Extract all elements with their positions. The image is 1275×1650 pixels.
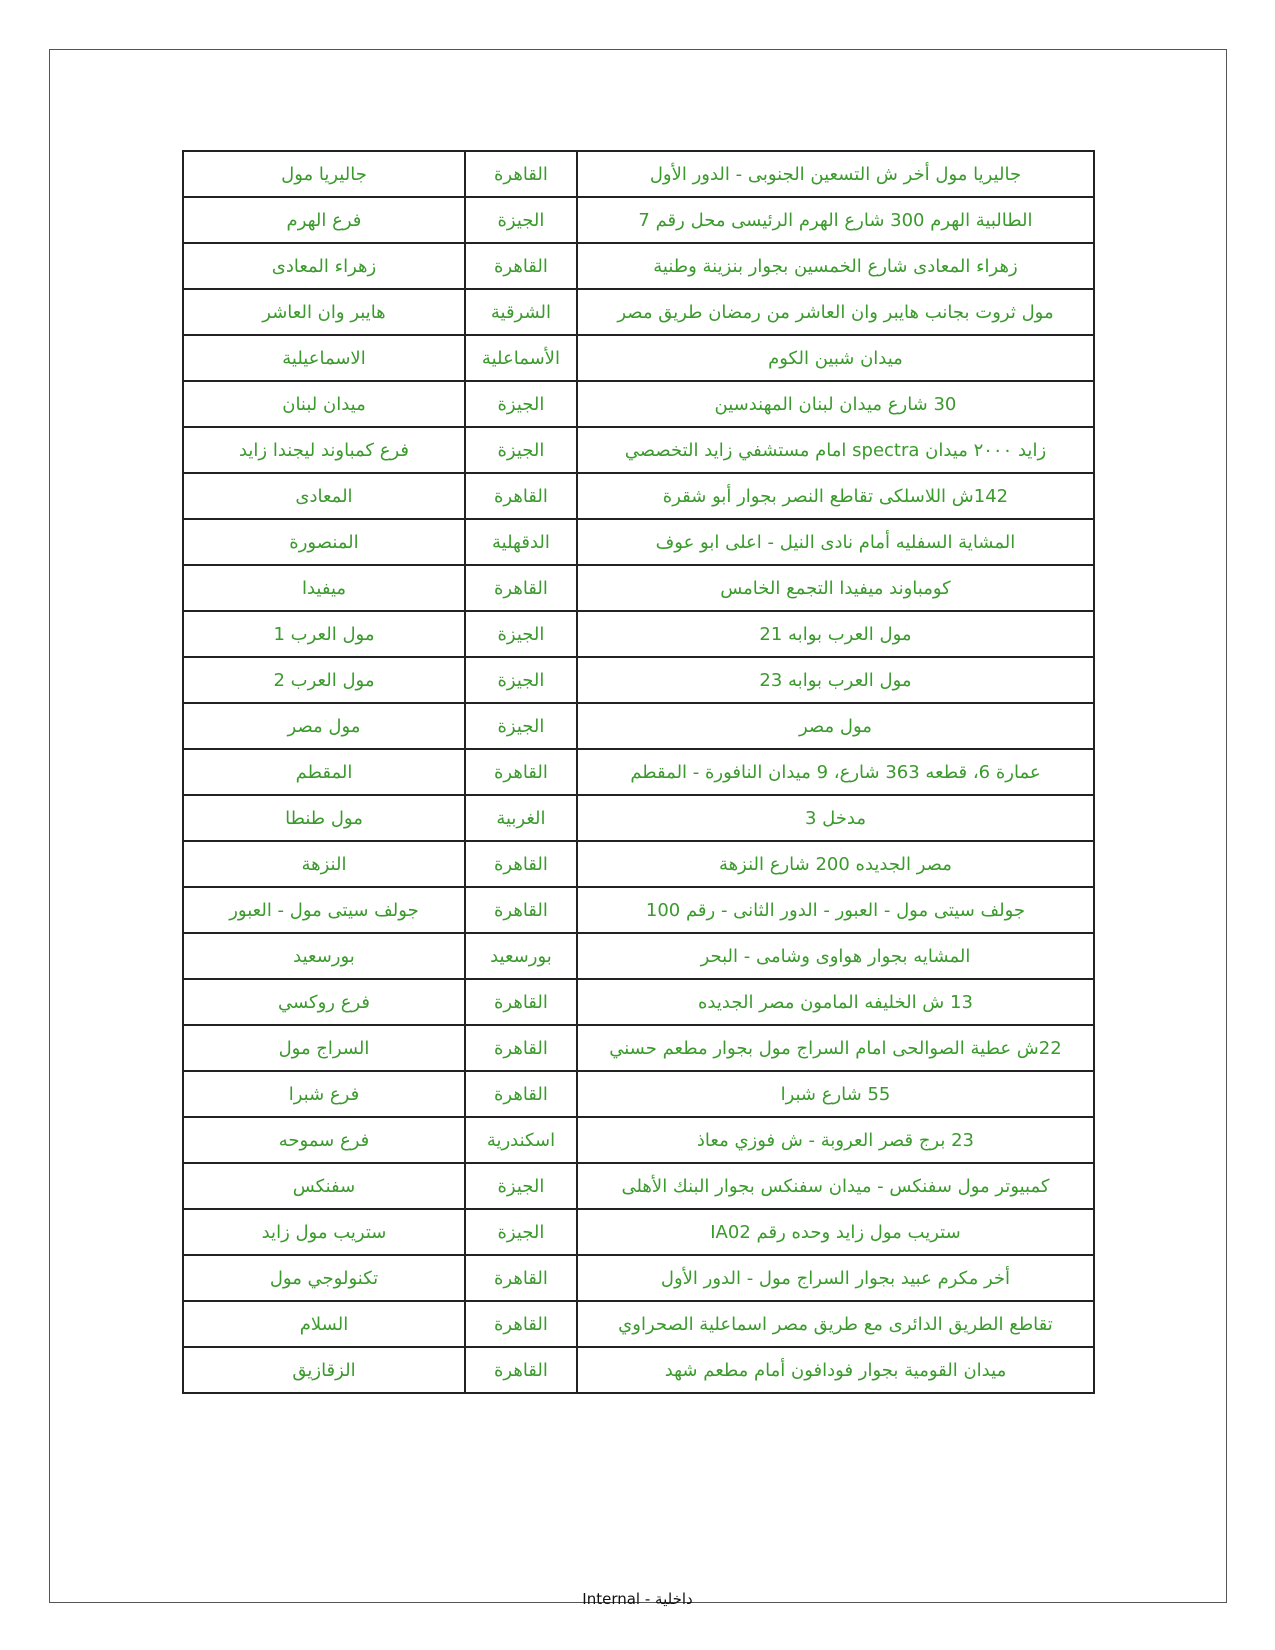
address-cell: مول مصر	[577, 703, 1094, 749]
branch-locations-table	[182, 150, 1095, 1394]
branch-name-cell: مول طنطا	[183, 795, 465, 841]
branch-name-cell: فرع الهرم	[183, 197, 465, 243]
table-row	[183, 243, 1094, 289]
address-cell: مدخل 3	[577, 795, 1094, 841]
table-row	[183, 611, 1094, 657]
address-cell: مصر الجديده 200 شارع النزهة	[577, 841, 1094, 887]
address-cell: كمبيوتر مول سفنكس - ميدان سفنكس بجوار البنك الأهلى	[577, 1163, 1094, 1209]
table-row	[183, 289, 1094, 335]
table-row	[183, 979, 1094, 1025]
governorate-cell: بورسعيد	[465, 933, 577, 979]
table-row	[183, 841, 1094, 887]
address-cell: ميدان شبين الكوم	[577, 335, 1094, 381]
branch-name-cell: الزقازيق	[183, 1347, 465, 1393]
classification-footer: Internal - داخلية	[582, 1590, 693, 1608]
address-cell: 30 شارع ميدان لبنان المهندسين	[577, 381, 1094, 427]
governorate-cell: الجيزة	[465, 1163, 577, 1209]
address-cell: تقاطع الطريق الدائرى مع طريق مصر اسماعلية الصحراوي	[577, 1301, 1094, 1347]
governorate-cell: الجيزة	[465, 611, 577, 657]
address-cell: 23 برج قصر العروبة - ش فوزي معاذ	[577, 1117, 1094, 1163]
branch-name-cell: جولف سيتى مول - العبور	[183, 887, 465, 933]
address-cell: 22ش عطية الصوالحى امام السراج مول بجوار مطعم حسني	[577, 1025, 1094, 1071]
branch-name-cell: الاسماعيلية	[183, 335, 465, 381]
governorate-cell: الجيزة	[465, 427, 577, 473]
branch-name-cell: جاليريا مول	[183, 151, 465, 197]
address-cell: زايد ٢٠٠٠ ميدان spectra امام مستشفي زايد التخصصي	[577, 427, 1094, 473]
governorate-cell: الجيزة	[465, 381, 577, 427]
address-cell: أخر مكرم عبيد بجوار السراج مول - الدور الأول	[577, 1255, 1094, 1301]
address-cell: 142ش اللاسلكى تقاطع النصر بجوار أبو شقرة	[577, 473, 1094, 519]
governorate-cell: القاهرة	[465, 1255, 577, 1301]
table-row	[183, 1301, 1094, 1347]
table-row	[183, 335, 1094, 381]
table-body	[183, 151, 1094, 1393]
governorate-cell: القاهرة	[465, 749, 577, 795]
branch-name-cell: زهراء المعادى	[183, 243, 465, 289]
branch-name-cell: تكنولوجي مول	[183, 1255, 465, 1301]
governorate-cell: الجيزة	[465, 657, 577, 703]
branch-name-cell: المنصورة	[183, 519, 465, 565]
governorate-cell: القاهرة	[465, 979, 577, 1025]
governorate-cell: الجيزة	[465, 1209, 577, 1255]
branch-name-cell: السراج مول	[183, 1025, 465, 1071]
address-cell: ستريب مول زايد وحده رقم IA02	[577, 1209, 1094, 1255]
table-row	[183, 1209, 1094, 1255]
branch-name-cell: مول العرب 1	[183, 611, 465, 657]
branch-name-cell: ميفيدا	[183, 565, 465, 611]
branch-name-cell: ميدان لبنان	[183, 381, 465, 427]
governorate-cell: القاهرة	[465, 565, 577, 611]
governorate-cell: الأسماعلية	[465, 335, 577, 381]
address-cell: 13 ش الخليفه المامون مصر الجديده	[577, 979, 1094, 1025]
table-row	[183, 887, 1094, 933]
address-cell: عمارة 6، قطعه 363 شارع، 9 ميدان النافورة - المقطم	[577, 749, 1094, 795]
governorate-cell: القاهرة	[465, 473, 577, 519]
table-row	[183, 1347, 1094, 1393]
table-row	[183, 519, 1094, 565]
address-cell: جولف سيتى مول - العبور - الدور الثانى - رقم 100	[577, 887, 1094, 933]
governorate-cell: القاهرة	[465, 243, 577, 289]
governorate-cell: الدقهلية	[465, 519, 577, 565]
table-row	[183, 749, 1094, 795]
branch-name-cell: فرع روكسي	[183, 979, 465, 1025]
table-row	[183, 795, 1094, 841]
address-cell: مول العرب بوابه 21	[577, 611, 1094, 657]
governorate-cell: الجيزة	[465, 703, 577, 749]
table-row	[183, 1025, 1094, 1071]
governorate-cell: القاهرة	[465, 1301, 577, 1347]
governorate-cell: القاهرة	[465, 1347, 577, 1393]
branch-name-cell: هايبر وان العاشر	[183, 289, 465, 335]
branch-name-cell: فرع سموحه	[183, 1117, 465, 1163]
address-cell: مول العرب بوابه 23	[577, 657, 1094, 703]
table-row	[183, 473, 1094, 519]
governorate-cell: الشرقية	[465, 289, 577, 335]
address-cell: ميدان القومية بجوار فودافون أمام مطعم شهد	[577, 1347, 1094, 1393]
governorate-cell: الغربية	[465, 795, 577, 841]
address-cell: الطالبية الهرم 300 شارع الهرم الرئيسى محل رقم 7	[577, 197, 1094, 243]
address-cell: مول ثروت بجانب هايبر وان العاشر من رمضان طريق مصر	[577, 289, 1094, 335]
branch-name-cell: السلام	[183, 1301, 465, 1347]
governorate-cell: القاهرة	[465, 1025, 577, 1071]
table-row	[183, 933, 1094, 979]
branch-name-cell: فرع كمباوند ليجندا زايد	[183, 427, 465, 473]
address-cell: المشايه بجوار هواوى وشامى - البحر	[577, 933, 1094, 979]
address-cell: المشاية السفليه أمام نادى النيل - اعلى ابو عوف	[577, 519, 1094, 565]
table-row	[183, 657, 1094, 703]
table-row	[183, 1255, 1094, 1301]
branch-name-cell: المعادى	[183, 473, 465, 519]
branch-name-cell: مول العرب 2	[183, 657, 465, 703]
branch-name-cell: المقطم	[183, 749, 465, 795]
governorate-cell: الجيزة	[465, 197, 577, 243]
governorate-cell: اسكندرية	[465, 1117, 577, 1163]
table-row	[183, 197, 1094, 243]
branch-name-cell: بورسعيد	[183, 933, 465, 979]
table-row	[183, 1163, 1094, 1209]
table-row	[183, 1071, 1094, 1117]
branch-name-cell: ستريب مول زايد	[183, 1209, 465, 1255]
address-cell: 55 شارع شبرا	[577, 1071, 1094, 1117]
branch-name-cell: فرع شبرا	[183, 1071, 465, 1117]
branch-name-cell: مول مصر	[183, 703, 465, 749]
branch-name-cell: سفنكس	[183, 1163, 465, 1209]
address-cell: جاليريا مول أخر ش التسعين الجنوبى - الدور الأول	[577, 151, 1094, 197]
table-row	[183, 381, 1094, 427]
governorate-cell: القاهرة	[465, 887, 577, 933]
address-cell: زهراء المعادى شارع الخمسين بجوار بنزينة وطنية	[577, 243, 1094, 289]
table-row	[183, 565, 1094, 611]
table-row	[183, 151, 1094, 197]
governorate-cell: القاهرة	[465, 151, 577, 197]
governorate-cell: القاهرة	[465, 841, 577, 887]
governorate-cell: القاهرة	[465, 1071, 577, 1117]
table-row	[183, 703, 1094, 749]
table-row	[183, 427, 1094, 473]
table-row	[183, 1117, 1094, 1163]
address-cell: كومباوند ميفيدا التجمع الخامس	[577, 565, 1094, 611]
branch-name-cell: النزهة	[183, 841, 465, 887]
